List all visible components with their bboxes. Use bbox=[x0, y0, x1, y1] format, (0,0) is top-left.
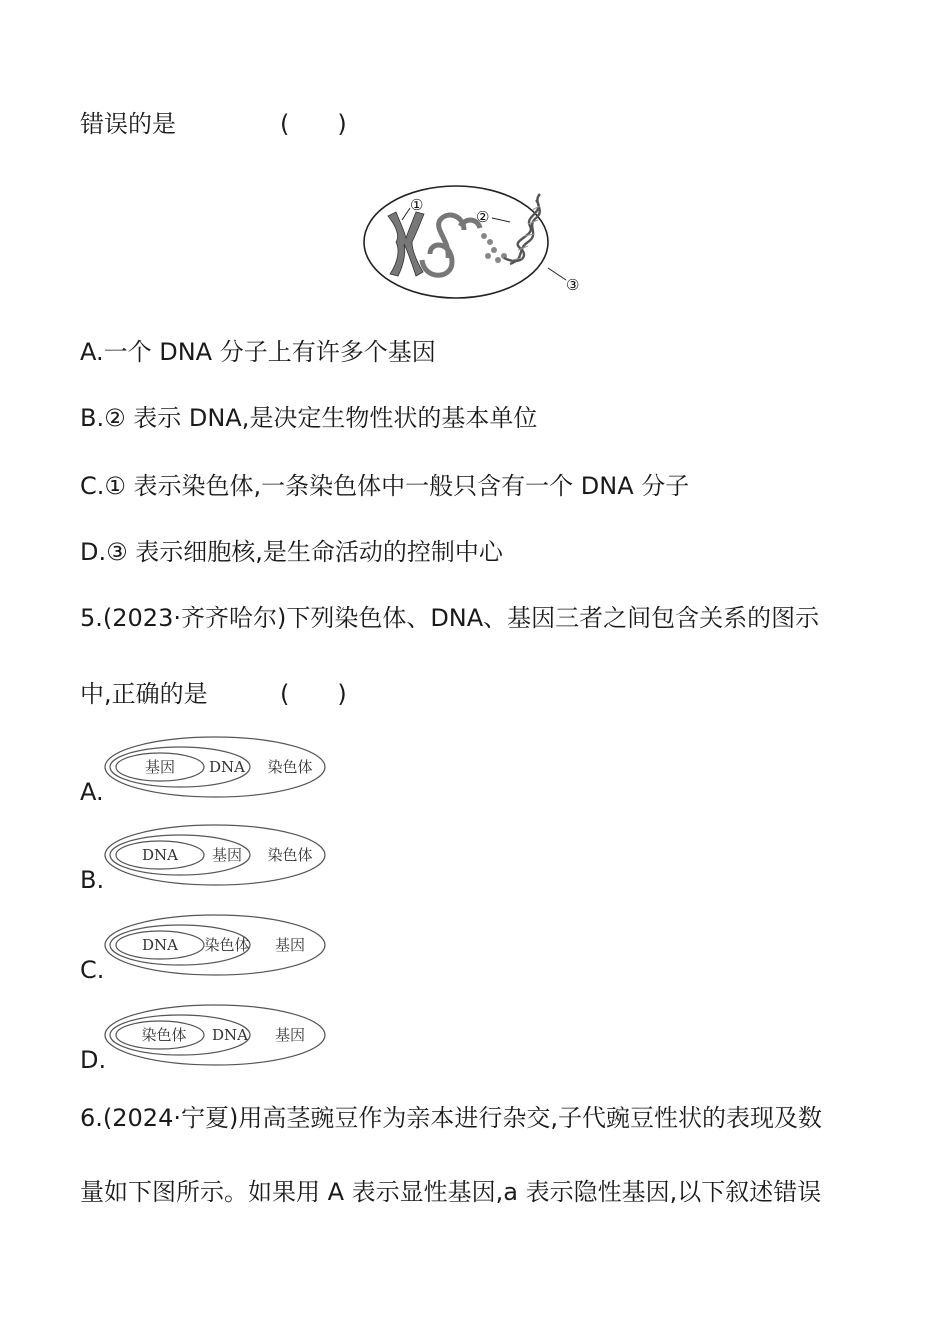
middle-label: 染色体 bbox=[204, 936, 250, 954]
q4-option-a: A.一个 DNA 分子上有许多个基因 bbox=[80, 338, 436, 366]
q5-option-c-diagram bbox=[102, 912, 328, 978]
dna-helix bbox=[504, 194, 540, 264]
q5-option-a-diagram bbox=[102, 734, 328, 800]
chromatin-coil bbox=[422, 215, 480, 275]
label-3: ③ bbox=[566, 276, 580, 294]
q5-stem-line1: 5.(2023·齐齐哈尔)下列染色体、DNA、基因三者之间包含关系的图示 bbox=[80, 604, 820, 632]
q5-answer-paren: ( ) bbox=[280, 680, 347, 708]
outer-label: 染色体 bbox=[267, 758, 313, 776]
q5-option-d-letter: D. bbox=[80, 1046, 107, 1074]
cell-nucleus-figure bbox=[360, 180, 600, 310]
nucleosome-beads bbox=[481, 233, 507, 263]
outer-label: 基因 bbox=[274, 1026, 306, 1044]
q5-option-b-letter: B. bbox=[80, 866, 105, 894]
q5-option-d-diagram bbox=[102, 1002, 328, 1068]
q4-answer-paren: ( ) bbox=[280, 110, 347, 138]
q5-stem-line2: 中,正确的是 bbox=[80, 680, 208, 708]
q5-option-a-letter: A. bbox=[80, 778, 104, 806]
outer-label: 基因 bbox=[274, 936, 306, 954]
middle-label: DNA bbox=[212, 1026, 248, 1044]
middle-label: DNA bbox=[209, 758, 245, 776]
inner-label: DNA bbox=[142, 846, 178, 864]
q4-stem-tail: 错误的是 bbox=[80, 110, 176, 138]
q6-stem-line1: 6.(2024·宁夏)用高茎豌豆作为亲本进行杂交,子代豌豆性状的表现及数 bbox=[80, 1104, 822, 1132]
q5-option-b-diagram bbox=[102, 822, 328, 888]
middle-label: 基因 bbox=[211, 846, 243, 864]
label-2: ② bbox=[476, 208, 490, 226]
q4-option-c: C.① 表示染色体,一条染色体中一般只含有一个 DNA 分子 bbox=[80, 472, 690, 500]
chromosome-shape bbox=[388, 212, 424, 276]
q4-option-d: D.③ 表示细胞核,是生命活动的控制中心 bbox=[80, 538, 503, 566]
outer-label: 染色体 bbox=[267, 846, 313, 864]
q6-stem-line2: 量如下图所示。如果用 A 表示显性基因,a 表示隐性基因,以下叙述错误 bbox=[80, 1178, 822, 1206]
label-1: ① bbox=[410, 196, 424, 214]
q5-option-c-letter: C. bbox=[80, 956, 105, 984]
q4-option-b: B.② 表示 DNA,是决定生物性状的基本单位 bbox=[80, 404, 538, 432]
inner-label: 染色体 bbox=[141, 1026, 187, 1044]
inner-label: DNA bbox=[142, 936, 178, 954]
inner-label: 基因 bbox=[144, 758, 176, 776]
